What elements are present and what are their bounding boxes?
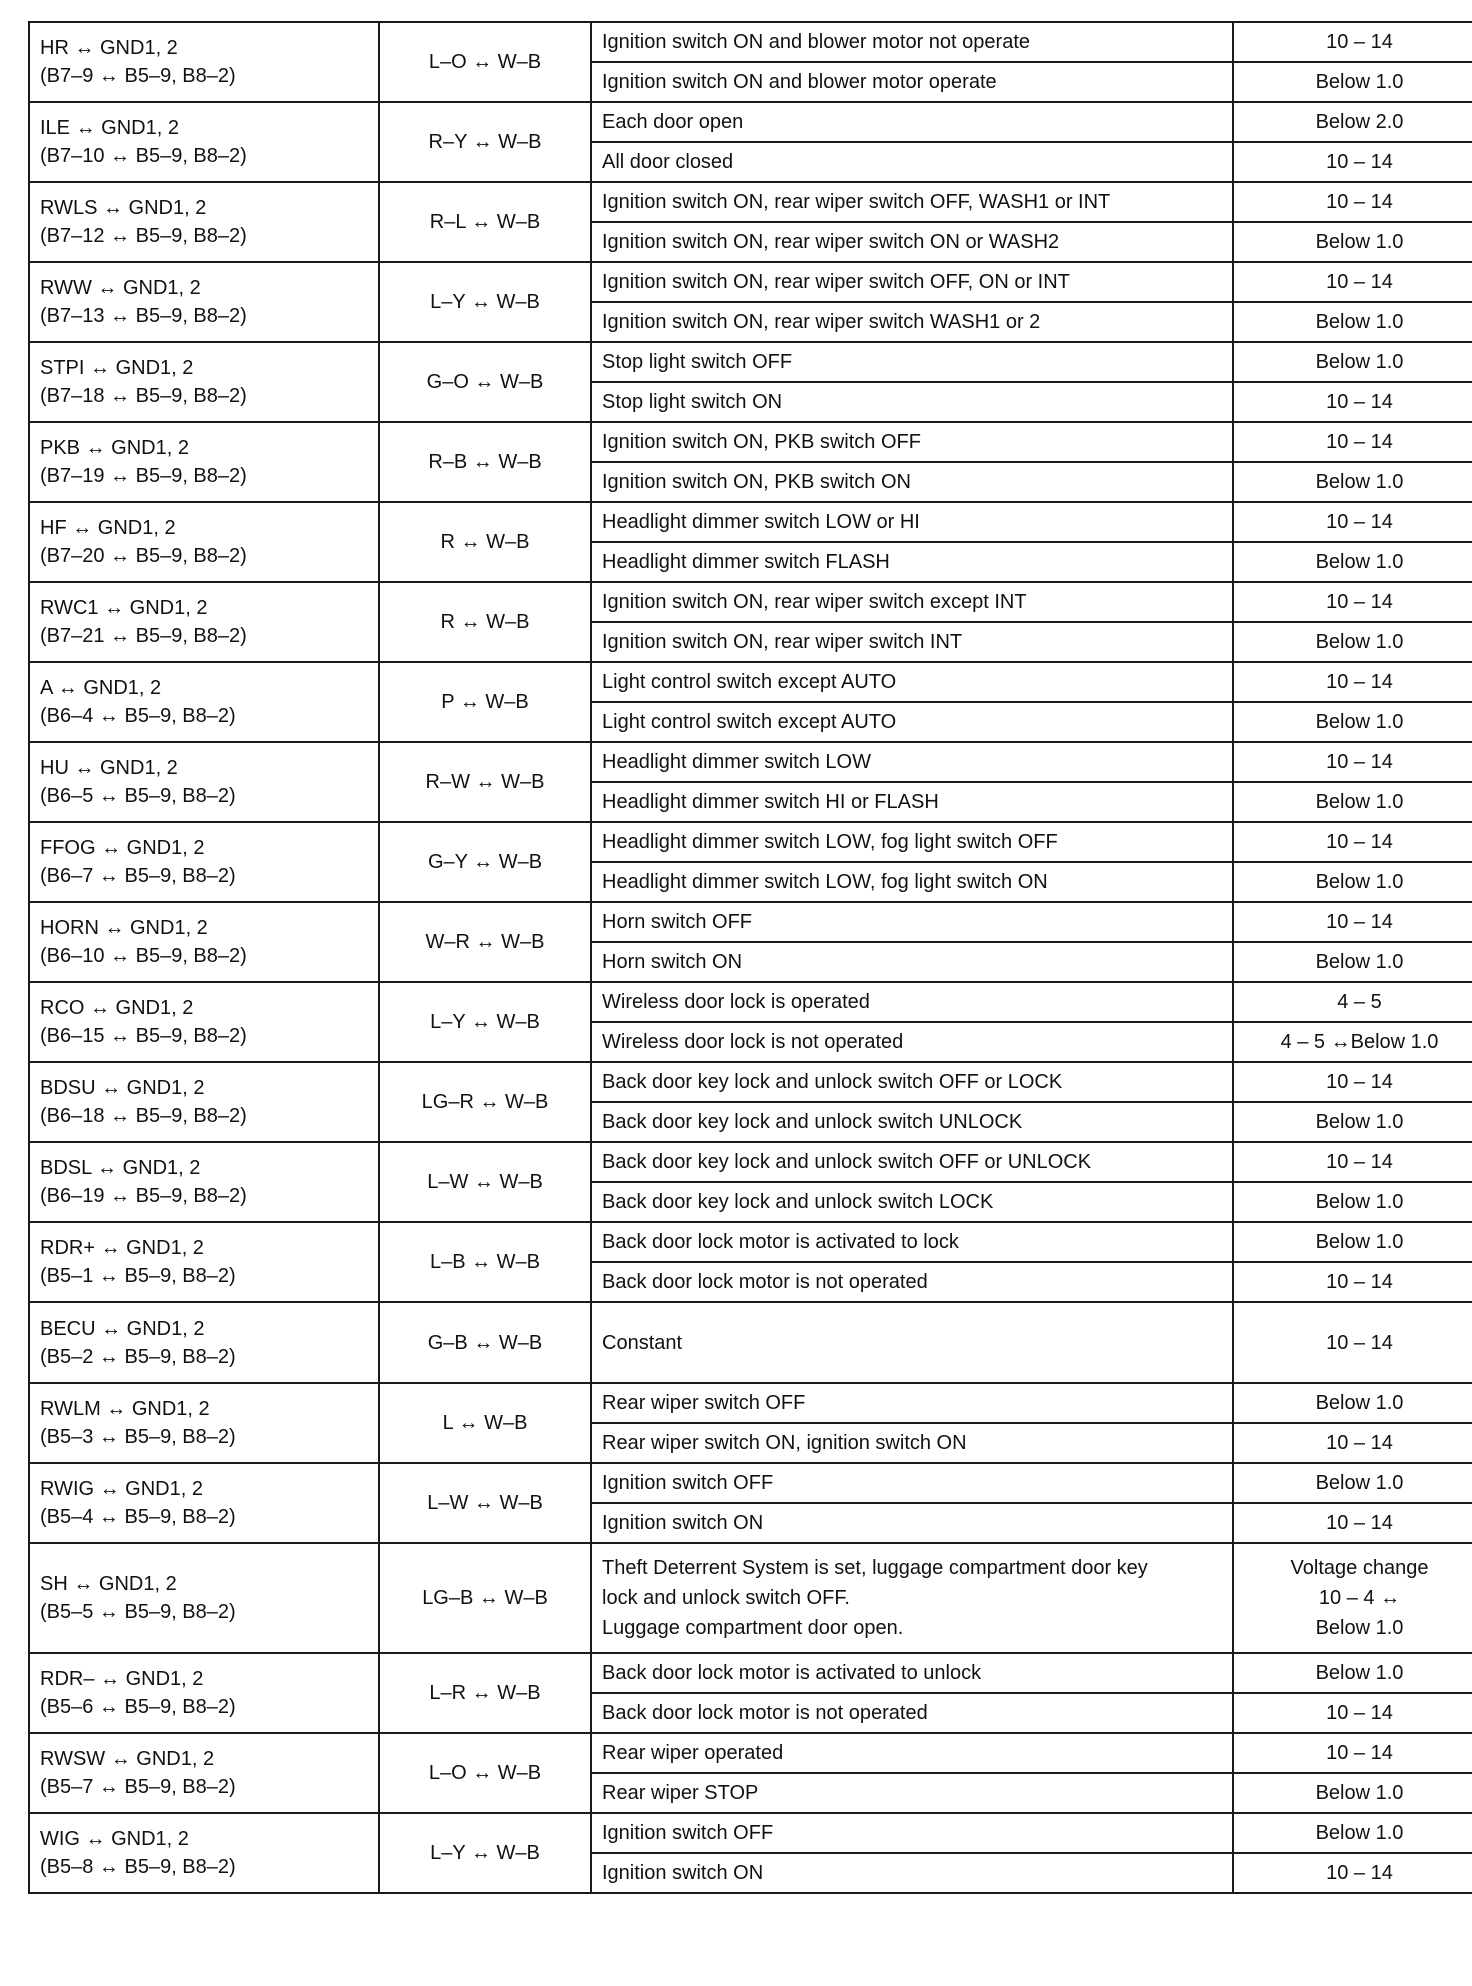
terminal-pins: (B6–19 ↔ B5–9, B8–2): [40, 1185, 247, 1207]
wire-color-cell: P ↔ W–B: [379, 662, 591, 742]
specified-condition-cell: 10 – 14: [1233, 22, 1472, 62]
specified-condition-cell: Below 1.0: [1233, 782, 1472, 822]
wire-color-cell: R ↔ W–B: [379, 582, 591, 662]
condition-cell: Ignition switch ON, rear wiper switch INT: [591, 622, 1233, 662]
table-row: [29, 1653, 1472, 1693]
table-row: [29, 982, 1472, 1022]
specified-condition-cell: [1233, 1543, 1472, 1653]
condition-cell: Stop light switch ON: [591, 382, 1233, 422]
terminal-cell: [29, 902, 379, 982]
condition-cell: Horn switch ON: [591, 942, 1233, 982]
condition-cell: All door closed: [591, 142, 1233, 182]
terminal-pins: (B6–18 ↔ B5–9, B8–2): [40, 1105, 247, 1127]
specified-condition-cell: Below 1.0: [1233, 1383, 1472, 1423]
table-row: [29, 502, 1472, 542]
terminal-pins: (B7–21 ↔ B5–9, B8–2): [40, 625, 247, 647]
condition-cell: Headlight dimmer switch FLASH: [591, 542, 1233, 582]
table-row: [29, 1142, 1472, 1182]
table-row: [29, 1302, 1472, 1383]
spec-line: Voltage change: [1290, 1557, 1429, 1579]
condition-cell: Headlight dimmer switch HI or FLASH: [591, 782, 1233, 822]
terminal-name: ILE ↔ GND1, 2: [40, 117, 179, 139]
specified-condition-cell: 10 – 14: [1233, 382, 1472, 422]
terminal-cell: [29, 742, 379, 822]
specified-condition-cell: 10 – 14: [1233, 1693, 1472, 1733]
terminal-pins: (B5–1 ↔ B5–9, B8–2): [40, 1265, 236, 1287]
terminal-name: RDR– ↔ GND1, 2: [40, 1668, 204, 1690]
terminal-cell: [29, 1302, 379, 1383]
terminal-pins: (B6–4 ↔ B5–9, B8–2): [40, 705, 236, 727]
specified-condition-cell: Below 1.0: [1233, 302, 1472, 342]
terminal-cell: [29, 1653, 379, 1733]
condition-cell: Back door lock motor is activated to unlock: [591, 1653, 1233, 1693]
specified-condition-cell: Below 1.0: [1233, 1182, 1472, 1222]
specified-condition-cell: 10 – 14: [1233, 822, 1472, 862]
condition-cell: Back door lock motor is not operated: [591, 1693, 1233, 1733]
specified-condition-cell: Below 1.0: [1233, 1102, 1472, 1142]
condition-cell: Headlight dimmer switch LOW, fog light switch ON: [591, 862, 1233, 902]
condition-cell: Ignition switch ON and blower motor not operate: [591, 22, 1233, 62]
terminal-pins: (B7–10 ↔ B5–9, B8–2): [40, 145, 247, 167]
wire-color-cell: L–O ↔ W–B: [379, 1733, 591, 1813]
wire-color-cell: R–W ↔ W–B: [379, 742, 591, 822]
specified-condition-cell: 10 – 14: [1233, 262, 1472, 302]
condition-cell: Headlight dimmer switch LOW: [591, 742, 1233, 782]
table-row: [29, 1383, 1472, 1423]
specified-condition-cell: 10 – 14: [1233, 1733, 1472, 1773]
specified-condition-cell: 10 – 14: [1233, 422, 1472, 462]
specified-condition-cell: Below 1.0: [1233, 702, 1472, 742]
condition-cell: Ignition switch ON, PKB switch ON: [591, 462, 1233, 502]
terminal-name: RWIG ↔ GND1, 2: [40, 1478, 203, 1500]
table-row: [29, 422, 1472, 462]
condition-cell: Back door key lock and unlock switch OFF or UNLOCK: [591, 1142, 1233, 1182]
table-body: [29, 22, 1472, 1893]
wire-color-cell: L–O ↔ W–B: [379, 22, 591, 102]
condition-cell: Ignition switch ON: [591, 1853, 1233, 1893]
specified-condition-cell: Below 1.0: [1233, 1222, 1472, 1262]
terminal-name: FFOG ↔ GND1, 2: [40, 837, 205, 859]
condition-cell: Wireless door lock is not operated: [591, 1022, 1233, 1062]
condition-cell: Stop light switch OFF: [591, 342, 1233, 382]
specified-condition-cell: Below 1.0: [1233, 342, 1472, 382]
wire-color-cell: G–Y ↔ W–B: [379, 822, 591, 902]
table-row: [29, 902, 1472, 942]
terminal-cell: [29, 1813, 379, 1893]
condition-cell: Each door open: [591, 102, 1233, 142]
terminal-cell: [29, 182, 379, 262]
terminal-cell: [29, 1062, 379, 1142]
table-row: [29, 742, 1472, 782]
specified-condition-cell: Below 1.0: [1233, 542, 1472, 582]
specified-condition-cell: Below 1.0: [1233, 222, 1472, 262]
terminal-name: BDSL ↔ GND1, 2: [40, 1157, 201, 1179]
condition-cell: Ignition switch OFF: [591, 1463, 1233, 1503]
condition-cell: Ignition switch ON and blower motor operate: [591, 62, 1233, 102]
condition-cell: Ignition switch ON, rear wiper switch WASH1 or 2: [591, 302, 1233, 342]
terminal-name: HU ↔ GND1, 2: [40, 757, 178, 779]
wire-color-cell: LG–B ↔ W–B: [379, 1543, 591, 1653]
condition-cell: Back door key lock and unlock switch LOCK: [591, 1182, 1233, 1222]
specified-condition-cell: Below 1.0: [1233, 1653, 1472, 1693]
specified-condition-cell: 10 – 14: [1233, 502, 1472, 542]
condition-cell: Back door key lock and unlock switch UNLOCK: [591, 1102, 1233, 1142]
terminal-pins: (B6–5 ↔ B5–9, B8–2): [40, 785, 236, 807]
terminal-pins: (B5–4 ↔ B5–9, B8–2): [40, 1506, 236, 1528]
terminal-name: HR ↔ GND1, 2: [40, 37, 178, 59]
terminal-name: RWSW ↔ GND1, 2: [40, 1748, 215, 1770]
specified-condition-cell: Below 2.0: [1233, 102, 1472, 142]
terminal-cell: [29, 342, 379, 422]
condition-cell: Constant: [591, 1302, 1233, 1383]
terminal-pins: (B7–13 ↔ B5–9, B8–2): [40, 305, 247, 327]
terminal-name: HORN ↔ GND1, 2: [40, 917, 208, 939]
wire-color-cell: W–R ↔ W–B: [379, 902, 591, 982]
terminal-name: WIG ↔ GND1, 2: [40, 1828, 189, 1850]
condition-line: Luggage compartment door open.: [602, 1617, 904, 1639]
specified-condition-cell: 4 – 5: [1233, 982, 1472, 1022]
terminal-name: A ↔ GND1, 2: [40, 677, 162, 699]
specified-condition-cell: Below 1.0: [1233, 622, 1472, 662]
table-row: [29, 22, 1472, 62]
table-row: [29, 582, 1472, 622]
condition-cell: Light control switch except AUTO: [591, 662, 1233, 702]
terminal-cell: [29, 1463, 379, 1543]
terminal-name: BECU ↔ GND1, 2: [40, 1317, 205, 1340]
terminal-pins: (B7–20 ↔ B5–9, B8–2): [40, 545, 247, 567]
condition-cell: Light control switch except AUTO: [591, 702, 1233, 742]
table-row: [29, 1733, 1472, 1773]
terminal-cell: [29, 1543, 379, 1653]
specified-condition-cell: 10 – 14: [1233, 1853, 1472, 1893]
specified-condition-cell: Below 1.0: [1233, 462, 1472, 502]
terminal-cell: [29, 1142, 379, 1222]
specified-condition-cell: 10 – 14: [1233, 1302, 1472, 1383]
condition-cell: Ignition switch OFF: [591, 1813, 1233, 1853]
specified-condition-cell: 10 – 14: [1233, 142, 1472, 182]
terminal-name: BDSU ↔ GND1, 2: [40, 1077, 205, 1099]
table-row: [29, 1222, 1472, 1262]
specified-condition-cell: Below 1.0: [1233, 862, 1472, 902]
wire-color-cell: R–Y ↔ W–B: [379, 102, 591, 182]
table-row: [29, 1813, 1472, 1853]
condition-cell: Horn switch OFF: [591, 902, 1233, 942]
table-row: [29, 102, 1472, 142]
specified-condition-cell: 10 – 14: [1233, 742, 1472, 782]
specified-condition-cell: 10 – 14: [1233, 1503, 1472, 1543]
terminal-pins: (B5–2 ↔ B5–9, B8–2): [40, 1345, 236, 1368]
condition-line: Theft Deterrent System is set, luggage compartment door key: [602, 1557, 1148, 1579]
condition-cell: Ignition switch ON, rear wiper switch ON or WASH2: [591, 222, 1233, 262]
condition-cell: Back door lock motor is activated to lock: [591, 1222, 1233, 1262]
wire-color-cell: L–R ↔ W–B: [379, 1653, 591, 1733]
terminal-name: RDR+ ↔ GND1, 2: [40, 1237, 204, 1259]
terminal-pins: (B5–7 ↔ B5–9, B8–2): [40, 1776, 236, 1798]
condition-cell: Ignition switch ON, rear wiper switch OFF, WASH1 or INT: [591, 182, 1233, 222]
table-row: [29, 1463, 1472, 1503]
specified-condition-cell: Below 1.0: [1233, 1813, 1472, 1853]
terminal-name: SH ↔ GND1, 2: [40, 1573, 177, 1595]
condition-cell: Wireless door lock is operated: [591, 982, 1233, 1022]
table-row: [29, 342, 1472, 382]
specified-condition-cell: 10 – 14: [1233, 1423, 1472, 1463]
condition-cell: Ignition switch ON, rear wiper switch except INT: [591, 582, 1233, 622]
wire-color-cell: R–B ↔ W–B: [379, 422, 591, 502]
terminal-pins: (B5–8 ↔ B5–9, B8–2): [40, 1856, 236, 1878]
table-row: [29, 662, 1472, 702]
terminal-name: RWLS ↔ GND1, 2: [40, 197, 207, 219]
table-row: [29, 822, 1472, 862]
terminal-pins: (B6–15 ↔ B5–9, B8–2): [40, 1025, 247, 1047]
spec-line: 10 – 4 ↔: [1318, 1587, 1401, 1609]
specified-condition-cell: Below 1.0: [1233, 942, 1472, 982]
specified-condition-cell: 10 – 14: [1233, 182, 1472, 222]
condition-cell: Ignition switch ON: [591, 1503, 1233, 1543]
terminal-name: RWLM ↔ GND1, 2: [40, 1398, 210, 1420]
terminal-cell: [29, 502, 379, 582]
condition-cell: Ignition switch ON, PKB switch OFF: [591, 422, 1233, 462]
terminal-pins: (B7–9 ↔ B5–9, B8–2): [40, 65, 236, 87]
terminal-name: HF ↔ GND1, 2: [40, 517, 176, 539]
specified-condition-cell: Below 1.0: [1233, 1463, 1472, 1503]
terminal-cell: [29, 262, 379, 342]
wire-color-cell: G–B ↔ W–B: [379, 1302, 591, 1383]
table-row: [29, 262, 1472, 302]
condition-cell: Ignition switch ON, rear wiper switch OFF, ON or INT: [591, 262, 1233, 302]
specified-condition-cell: 10 – 14: [1233, 1062, 1472, 1102]
terminal-name: PKB ↔ GND1, 2: [40, 437, 189, 459]
condition-cell: Back door lock motor is not operated: [591, 1262, 1233, 1302]
table-row: [29, 1543, 1472, 1653]
terminal-name: RWW ↔ GND1, 2: [40, 277, 201, 299]
condition-cell: Rear wiper switch OFF: [591, 1383, 1233, 1423]
terminal-cell: [29, 582, 379, 662]
condition-cell: [591, 1543, 1233, 1653]
terminal-pins: (B5–3 ↔ B5–9, B8–2): [40, 1426, 236, 1448]
wire-color-cell: L–Y ↔ W–B: [379, 982, 591, 1062]
terminal-pins: (B5–6 ↔ B5–9, B8–2): [40, 1696, 236, 1718]
terminal-pins: (B7–12 ↔ B5–9, B8–2): [40, 225, 247, 247]
terminal-cell: [29, 662, 379, 742]
condition-cell: Rear wiper operated: [591, 1733, 1233, 1773]
condition-line: lock and unlock switch OFF.: [602, 1587, 850, 1609]
table-row: [29, 182, 1472, 222]
wire-color-cell: L–B ↔ W–B: [379, 1222, 591, 1302]
wire-color-cell: L–W ↔ W–B: [379, 1142, 591, 1222]
terminal-cell: [29, 22, 379, 102]
wire-color-cell: L–Y ↔ W–B: [379, 262, 591, 342]
terminal-cell: [29, 422, 379, 502]
table-row: [29, 1062, 1472, 1102]
wire-color-cell: L–Y ↔ W–B: [379, 1813, 591, 1893]
terminal-name: STPI ↔ GND1, 2: [40, 357, 194, 379]
terminal-cell: [29, 1222, 379, 1302]
wire-color-cell: LG–R ↔ W–B: [379, 1062, 591, 1142]
terminal-cell: [29, 982, 379, 1062]
wire-color-cell: L–W ↔ W–B: [379, 1463, 591, 1543]
terminal-cell: [29, 1383, 379, 1463]
condition-cell: Headlight dimmer switch LOW or HI: [591, 502, 1233, 542]
terminal-pins: (B6–10 ↔ B5–9, B8–2): [40, 945, 247, 967]
condition-cell: Rear wiper switch ON, ignition switch ON: [591, 1423, 1233, 1463]
terminal-pins: (B7–18 ↔ B5–9, B8–2): [40, 385, 247, 407]
specified-condition-cell: 4 – 5 ↔Below 1.0: [1233, 1022, 1472, 1062]
condition-cell: Rear wiper STOP: [591, 1773, 1233, 1813]
terminal-pins: (B6–7 ↔ B5–9, B8–2): [40, 865, 236, 887]
terminal-cell: [29, 822, 379, 902]
specified-condition-cell: 10 – 14: [1233, 902, 1472, 942]
wire-color-cell: G–O ↔ W–B: [379, 342, 591, 422]
condition-cell: Headlight dimmer switch LOW, fog light switch OFF: [591, 822, 1233, 862]
terminal-name: RWC1 ↔ GND1, 2: [40, 597, 208, 619]
terminal-pins: (B7–19 ↔ B5–9, B8–2): [40, 465, 247, 487]
terminal-pins: (B5–5 ↔ B5–9, B8–2): [40, 1601, 236, 1623]
specified-condition-cell: Below 1.0: [1233, 62, 1472, 102]
wire-color-cell: L ↔ W–B: [379, 1383, 591, 1463]
specified-condition-cell: 10 – 14: [1233, 1262, 1472, 1302]
specified-condition-cell: 10 – 14: [1233, 662, 1472, 702]
wire-color-cell: R ↔ W–B: [379, 502, 591, 582]
specified-condition-cell: 10 – 14: [1233, 582, 1472, 622]
specified-condition-cell: Below 1.0: [1233, 1773, 1472, 1813]
terminal-voltage-table: [28, 21, 1472, 1894]
terminal-cell: [29, 102, 379, 182]
wire-color-cell: R–L ↔ W–B: [379, 182, 591, 262]
spec-line: Below 1.0: [1315, 1617, 1404, 1639]
terminal-cell: [29, 1733, 379, 1813]
terminal-name: RCO ↔ GND1, 2: [40, 997, 194, 1019]
condition-cell: Back door key lock and unlock switch OFF or LOCK: [591, 1062, 1233, 1102]
specified-condition-cell: 10 – 14: [1233, 1142, 1472, 1182]
